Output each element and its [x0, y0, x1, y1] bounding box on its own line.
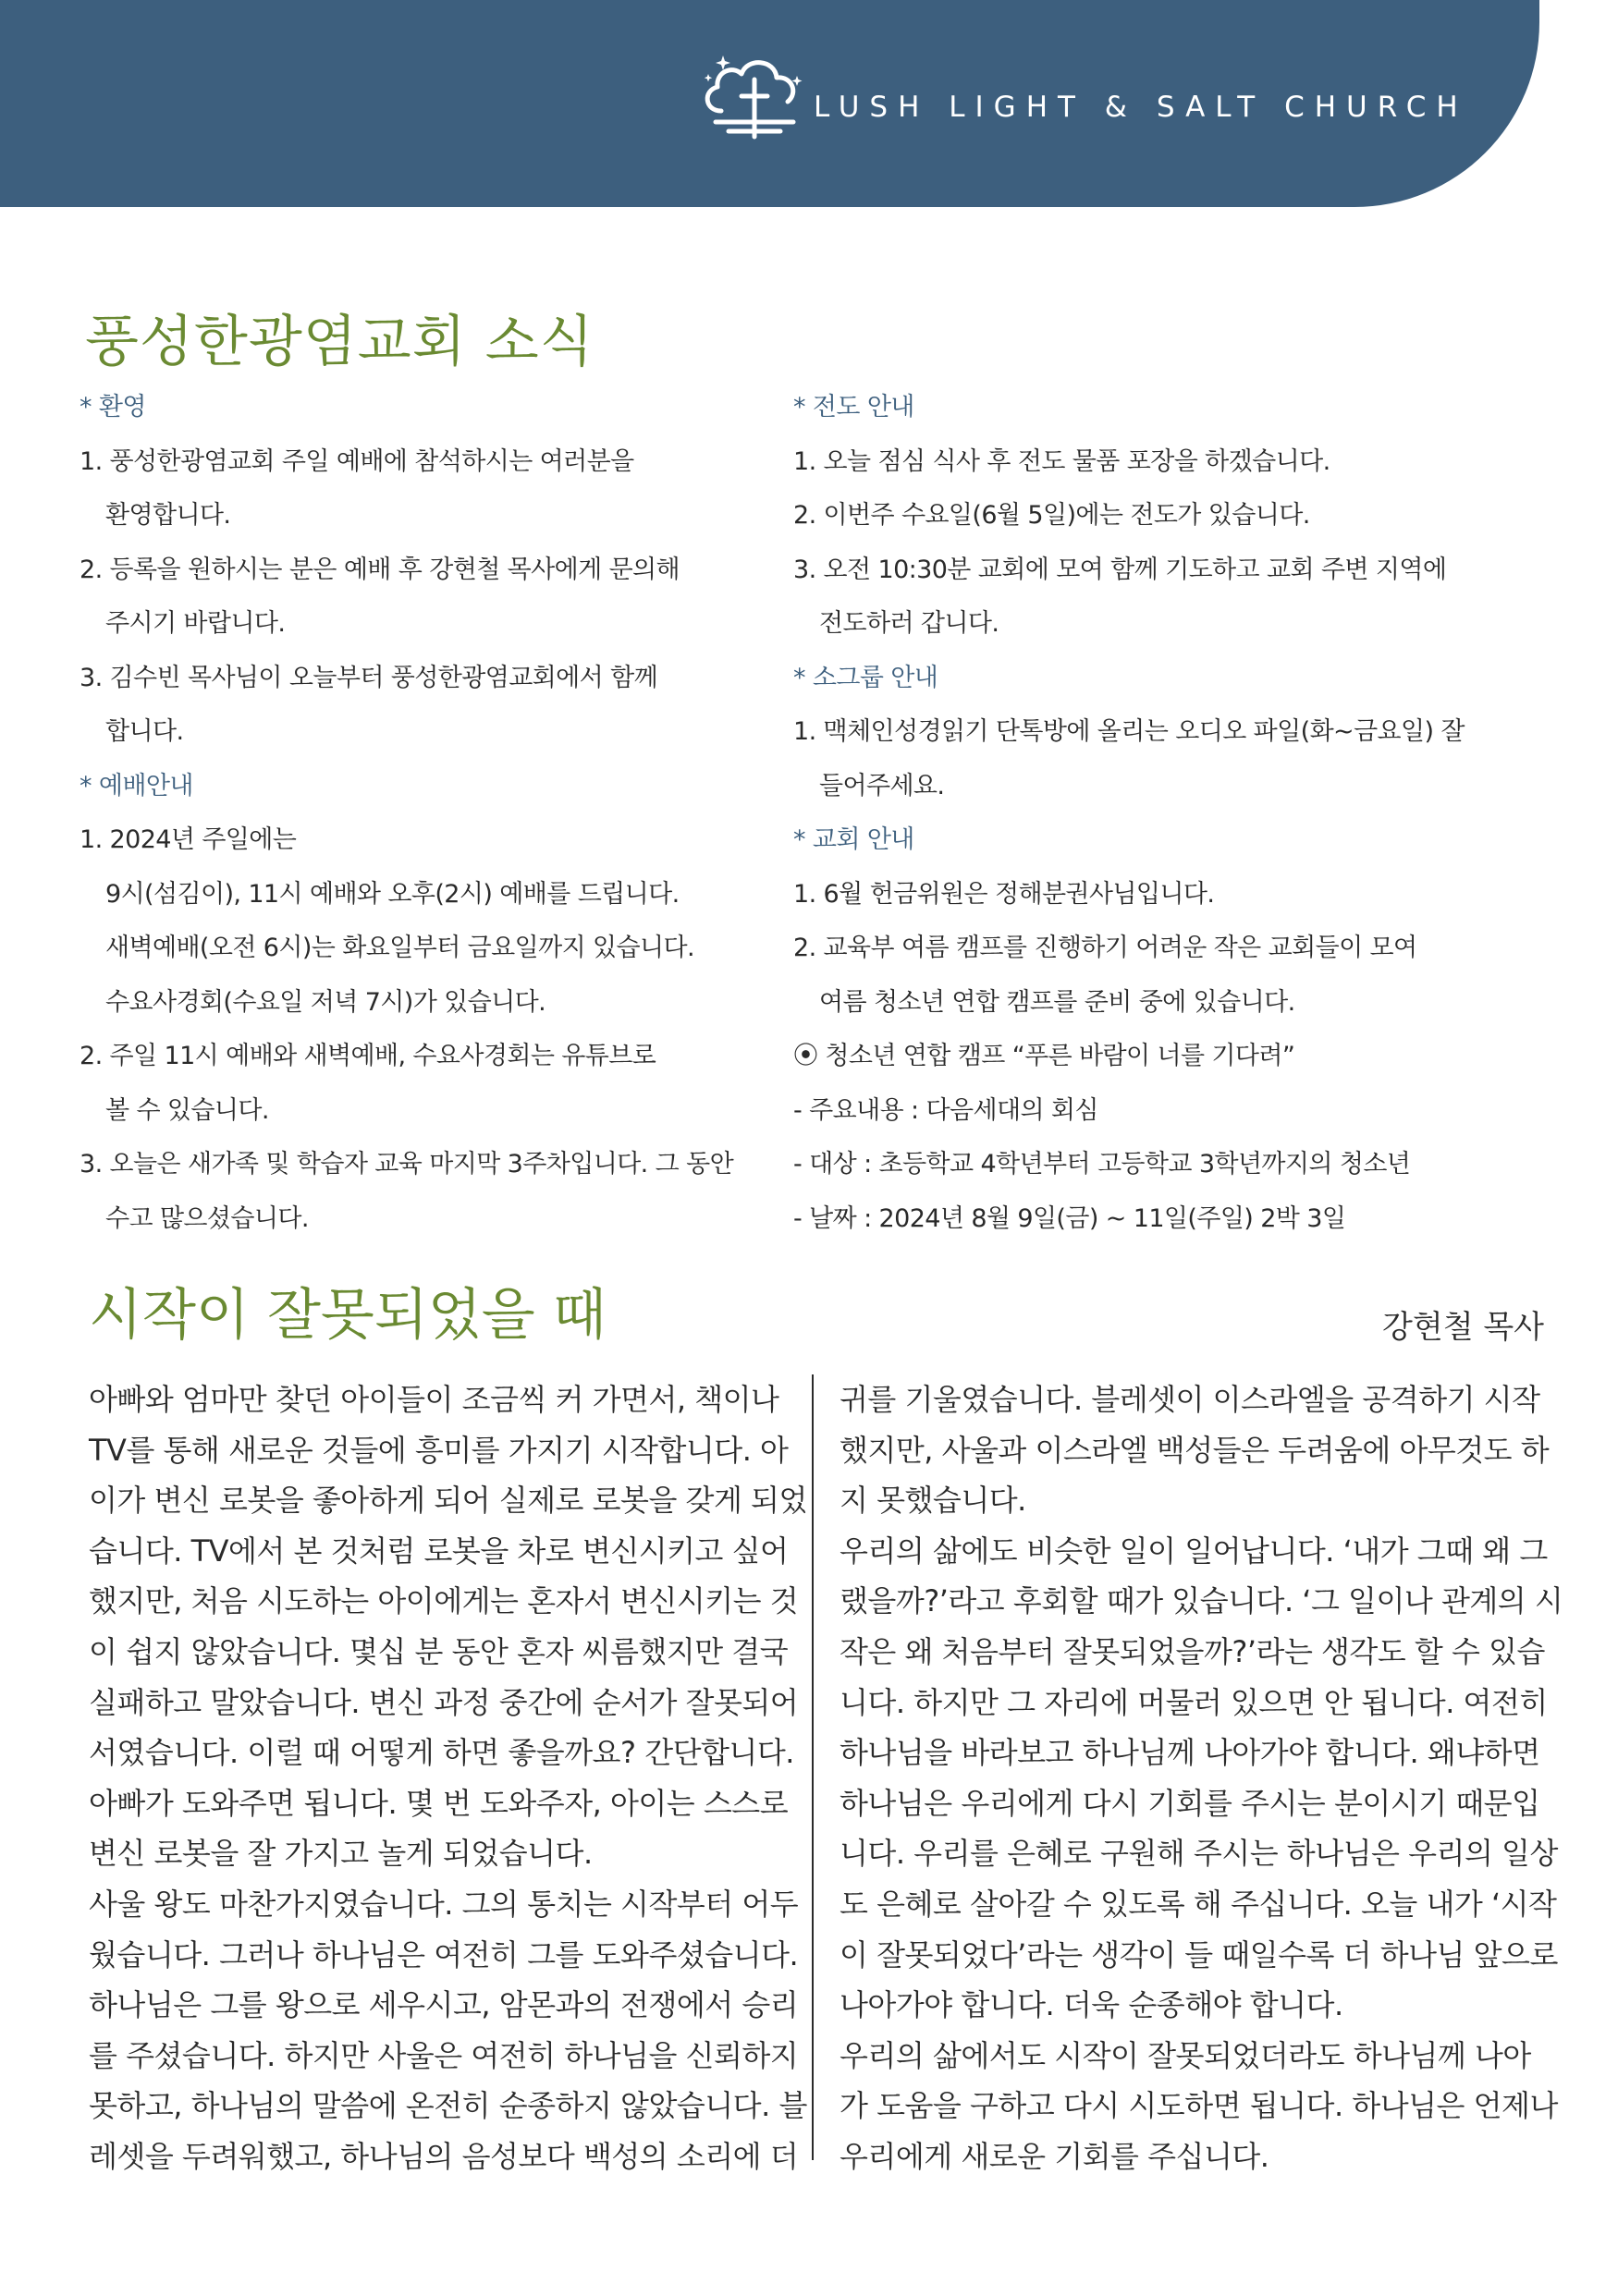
sermon-line: 이가 변신 로봇을 좋아하게 되어 실제로 로봇을 갖게 되었 — [89, 1483, 807, 1519]
column-divider — [812, 1374, 814, 2160]
news-line: 환영합니다. — [105, 501, 231, 530]
sermon-line: TV를 통해 새로운 것들에 흥미를 가지기 시작합니다. 아 — [89, 1432, 789, 1468]
sermon-line: 랬을까?’라고 후회할 때가 있습니다. ‘그 일이나 관계의 시 — [840, 1583, 1563, 1619]
sermon-line: 우리의 삶에도 비슷한 일이 일어납니다. ‘내가 그때 왜 그 — [840, 1533, 1548, 1569]
header-band — [0, 0, 1539, 207]
sermon-line: 하나님은 그를 왕으로 세우시고, 암몬과의 전쟁에서 승리 — [89, 1987, 799, 2023]
sermon-line: 못하고, 하나님의 말씀에 온전히 순종하지 않았습니다. 블 — [89, 2088, 807, 2124]
sermon-line: 귀를 기울였습니다. 블레셋이 이스라엘을 공격하기 시작 — [840, 1382, 1540, 1417]
news-line: 3. 오늘은 새가족 및 학습자 교육 마지막 3주차입니다. 그 동안 — [80, 1150, 734, 1179]
news-line: 볼 수 있습니다. — [105, 1095, 269, 1125]
news-line: 1. 오늘 점심 식사 후 전도 물품 포장을 하겠습니다. — [793, 446, 1330, 476]
sermon-line: 하나님은 우리에게 다시 기회를 주시는 분이시기 때문입 — [840, 1785, 1540, 1821]
sermon-line: 했지만, 처음 시도하는 아이에게는 혼자서 변신시키는 것 — [89, 1583, 799, 1619]
sermon-line: 실패하고 말았습니다. 변신 과정 중간에 순서가 잘못되어 — [89, 1684, 799, 1720]
news-line: 1. 풍성한광염교회 주일 예배에 참석하시는 여러분을 — [80, 446, 634, 476]
sermon-line: 이 쉽지 않았습니다. 몇십 분 동안 혼자 씨름했지만 결국 — [89, 1633, 789, 1669]
sermon-author: 강현철 목사 — [1382, 1309, 1545, 1346]
sermon-right-column — [840, 1374, 1563, 2182]
news-title: 풍성한광염교회 소식 — [85, 310, 594, 374]
sermon-line: 우리의 삶에서도 시작이 잘못되었더라도 하나님께 나아 — [840, 2037, 1531, 2073]
sermon-title: 시작이 잘못되었을 때 — [89, 1283, 607, 1348]
news-line: - 주요내용 : 다음세대의 회심 — [793, 1095, 1098, 1125]
news-line: 2. 등록을 원하시는 분은 예배 후 강현철 목사에게 문의해 — [80, 555, 680, 584]
news-section-heading: * 전도 안내 — [793, 393, 914, 421]
sermon-line: 레셋을 두려워했고, 하나님의 음성보다 백성의 소리에 더 — [89, 2138, 799, 2174]
sermon-line: 사울 왕도 마찬가지였습니다. 그의 통치는 시작부터 어두 — [89, 1886, 799, 1922]
news-line: 1. 6월 헌금위원은 정해분권사님입니다. — [793, 879, 1215, 909]
news-line: 전도하러 갑니다. — [819, 609, 999, 638]
sermon-line: 니다. 하지만 그 자리에 머물러 있으면 안 됩니다. 여전히 — [840, 1684, 1548, 1720]
news-line: 합니다. — [105, 717, 184, 746]
sermon-line: 이 잘못되었다’라는 생각이 들 때일수록 더 하나님 앞으로 — [840, 1936, 1558, 1972]
news-section-heading: * 교회 안내 — [793, 825, 914, 854]
news-section-heading: * 환영 — [80, 393, 146, 421]
sermon-line: 서였습니다. 이럴 때 어떻게 하면 좋을까요? 간단합니다. — [89, 1735, 794, 1771]
news-line: 1. 2024년 주일에는 — [80, 825, 297, 854]
sermon-line: 웠습니다. 그러나 하나님은 여전히 그를 도와주셨습니다. — [89, 1936, 799, 1972]
sermon-line: 니다. 우리를 은혜로 구원해 주시는 하나님은 우리의 일상 — [840, 1836, 1558, 1872]
news-line: 3. 김수빈 목사님이 오늘부터 풍성한광염교회에서 함께 — [80, 663, 658, 692]
news-right-column — [793, 381, 1533, 1246]
sermon-line: 작은 왜 처음부터 잘못되었을까?’라는 생각도 할 수 있습 — [840, 1633, 1545, 1669]
news-line: - 대상 : 초등학교 4학년부터 고등학교 3학년까지의 청소년 — [793, 1150, 1411, 1179]
news-line: 여름 청소년 연합 캠프를 준비 중에 있습니다. — [819, 987, 1295, 1017]
sermon-line: 를 주셨습니다. 하지만 사울은 여전히 하나님을 신뢰하지 — [89, 2037, 799, 2073]
sermon-line: 하나님을 바라보고 하나님께 나아가야 합니다. 왜냐하면 — [840, 1735, 1540, 1771]
sermon-line: 가 도움을 구하고 다시 시도하면 됩니다. 하나님은 언제나 — [840, 2088, 1558, 2124]
news-line: 주시기 바랍니다. — [105, 609, 286, 638]
sermon-line: 변신 로봇을 잘 가지고 놀게 되었습니다. — [89, 1836, 593, 1872]
sermon-line: 지 못했습니다. — [840, 1483, 1026, 1519]
news-line: 수요사경회(수요일 저녁 7시)가 있습니다. — [105, 987, 546, 1017]
news-line: 3. 오전 10:30분 교회에 모여 함께 기도하고 교회 주변 지역에 — [793, 555, 1447, 584]
news-line: 들어주세요. — [819, 771, 945, 800]
news-line: 2. 주일 11시 예배와 새벽예배, 수요사경회는 유튜브로 — [80, 1042, 656, 1070]
sermon-line: 했지만, 사울과 이스라엘 백성들은 두려움에 아무것도 하 — [840, 1432, 1550, 1468]
news-line: 2. 교육부 여름 캠프를 진행하기 어려운 작은 교회들이 모여 — [793, 934, 1417, 962]
news-section-heading: * 예배안내 — [80, 771, 193, 800]
news-line: - 날짜 : 2024년 8월 9일(금) ~ 11일(주일) 2박 3일 — [793, 1203, 1346, 1233]
news-line: 수고 많으셨습니다. — [105, 1203, 309, 1233]
sermon-line: 우리에게 새로운 기회를 주십니다. — [840, 2138, 1269, 2174]
news-line: ⦿ 청소년 연합 캠프 “푸른 바람이 너를 기다려” — [793, 1042, 1295, 1070]
sermon-line: 도 은혜로 살아갈 수 있도록 해 주십니다. 오늘 내가 ‘시작 — [840, 1886, 1557, 1922]
news-line: 1. 맥체인성경읽기 단톡방에 올리는 오디오 파일(화~금요일) 잘 — [793, 717, 1465, 746]
church-name: LUSH LIGHT & SALT CHURCH — [814, 91, 1468, 124]
sermon-line: 나아가야 합니다. 더욱 순종해야 합니다. — [840, 1987, 1343, 2023]
news-line: 새벽예배(오전 6시)는 화요일부터 금요일까지 있습니다. — [105, 934, 694, 962]
cloud-cross-icon — [695, 48, 810, 144]
news-section-heading: * 소그룹 안내 — [793, 663, 938, 692]
news-line: 9시(섬김이), 11시 예배와 오후(2시) 예배를 드립니다. — [105, 879, 680, 909]
sermon-left-column — [89, 1374, 807, 2182]
news-left-column — [80, 381, 782, 1246]
sermon-line: 아빠가 도와주면 됩니다. 몇 번 도와주자, 아이는 스스로 — [89, 1785, 789, 1821]
news-line: 2. 이번주 수요일(6월 5일)에는 전도가 있습니다. — [793, 501, 1310, 530]
sermon-line: 아빠와 엄마만 찾던 아이들이 조금씩 커 가면서, 책이나 — [89, 1382, 779, 1417]
sermon-line: 습니다. TV에서 본 것처럼 로봇을 차로 변신시키고 싶어 — [89, 1533, 789, 1569]
